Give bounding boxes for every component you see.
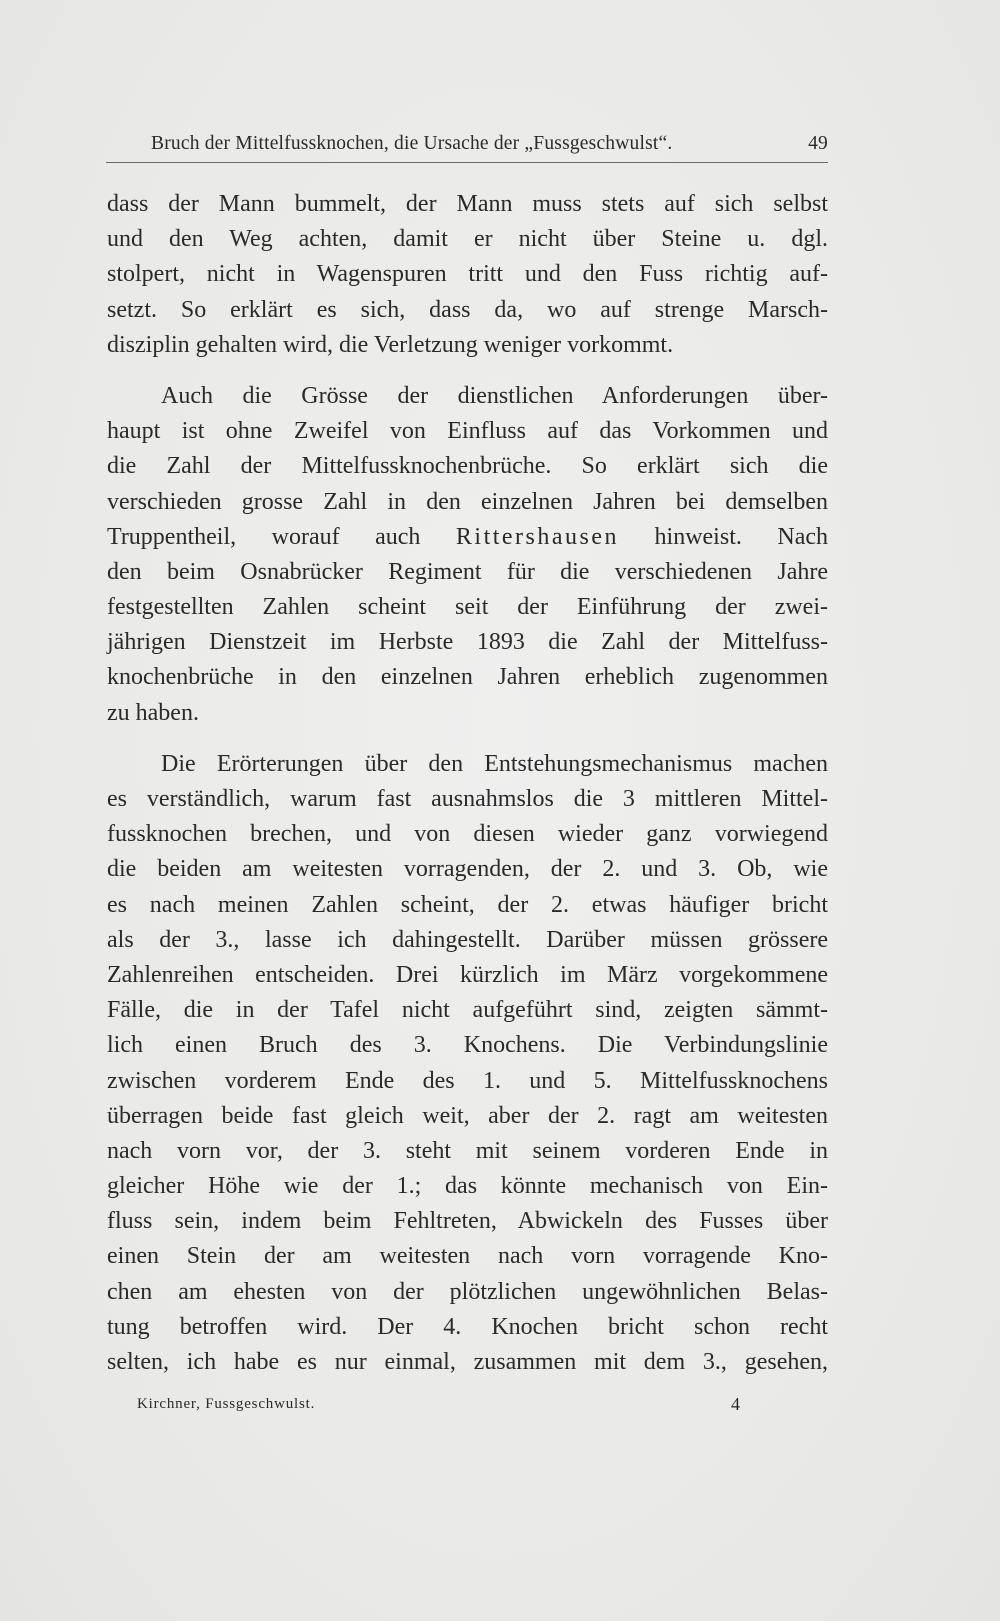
text-line: lich einen Bruch des 3. Knochens. Die Verbindungslinie (107, 1032, 828, 1059)
text-line: zwischen vorderem Ende des 1. und 5. Mittelfussknochens (107, 1067, 828, 1094)
body-text (107, 187, 828, 1380)
text-line: stolpert, nicht in Wagenspuren tritt und den Fuss richtig auf- (107, 261, 828, 288)
text-line: die Zahl der Mittelfussknochenbrüche. So erklärt sich die (107, 453, 828, 480)
text-line: es nach meinen Zahlen scheint, der 2. etwas häufiger bricht (107, 891, 828, 918)
paragraph-gap (107, 363, 828, 379)
text-line: als der 3., lasse ich dahingestellt. Darüber müssen grössere (107, 926, 828, 953)
text-line: setzt. So erklärt es sich, dass da, wo auf strenge Marsch- (107, 296, 828, 323)
text-segment: hinweist. Nach (654, 523, 828, 550)
text-line: disziplin gehalten wird, die Verletzung weniger vorkommt. (107, 331, 674, 358)
text-line: jährigen Dienstzeit im Herbste 1893 die Zahl der Mittelfuss- (107, 629, 828, 656)
text-line: Die Erörterungen über den Entstehungsmechanismus machen (161, 750, 828, 777)
text-line: Auch die Grösse der dienstlichen Anforderungen über- (161, 382, 828, 409)
text-segment: Truppentheil, worauf auch (107, 523, 421, 550)
text-line: Zahlenreihen entscheiden. Drei kürzlich im März vorgekommene (107, 961, 828, 988)
text-line: chen am ehesten von der plötzlichen ungewöhnlichen Belas- (107, 1278, 828, 1305)
text-line: die beiden am weitesten vorragenden, der 2. und 3. Ob, wie (107, 856, 828, 883)
text-line: einen Stein der am weitesten nach vorn vorragende Kno- (107, 1243, 828, 1270)
text-line: fussknochen brechen, und von diesen wieder ganz vorwiegend (107, 821, 828, 848)
text-line: den beim Osnabrücker Regiment für die verschiedenen Jahre (107, 558, 828, 585)
text-line: es verständlich, warum fast ausnahmslos die 3 mittleren Mittel- (107, 786, 828, 812)
text-line: gleicher Höhe wie der 1.; das könnte mechanisch von Ein- (107, 1173, 828, 1200)
paragraph-2 (107, 379, 828, 731)
text-line: verschieden grosse Zahl in den einzelnen Jahren bei demselben (107, 488, 828, 515)
text-line: zu haben. (107, 699, 199, 726)
running-head (106, 130, 828, 163)
author-name-spaced: Rittershausen (455, 523, 620, 550)
text-line: knochenbrüche in den einzelnen Jahren erheblich zugenommen (107, 664, 828, 691)
text-line: und den Weg achten, damit er nicht über Steine u. dgl. (107, 226, 828, 253)
text-line: nach vorn vor, der 3. steht mit seinem vorderen Ende in (107, 1137, 828, 1164)
text-line: tung betroffen wird. Der 4. Knochen bricht schon recht (107, 1313, 828, 1340)
text-line: überragen beide fast gleich weit, aber der 2. ragt am weitesten (107, 1102, 828, 1129)
paragraph-3 (107, 747, 828, 1380)
page-number: 49 (808, 133, 828, 154)
printer-signature: Kirchner, Fussgeschwulst. (137, 1396, 316, 1412)
paragraph-gap (107, 731, 828, 747)
text-line-mixed (107, 520, 828, 555)
paragraph-1 (107, 187, 828, 363)
text-line: Fälle, die in der Tafel nicht aufgeführt sind, zeigten sämmt- (107, 997, 828, 1024)
running-head-title: Bruch der Mittelfussknochen, die Ursache der „Fussgeschwulst“. (151, 133, 673, 154)
text-line: haupt ist ohne Zweifel von Einfluss auf das Vorkommen und (107, 418, 828, 445)
text-line: selten, ich habe es nur einmal, zusammen mit dem 3., gesehen, (107, 1349, 828, 1375)
text-line: festgestellten Zahlen scheint seit der Einführung der zwei- (107, 594, 828, 621)
signature-number: 4 (731, 1394, 741, 1414)
text-line: fluss sein, indem beim Fehltreten, Abwickeln des Fusses über (107, 1208, 828, 1235)
text-line: dass der Mann bummelt, der Mann muss stets auf sich selbst (107, 191, 828, 217)
